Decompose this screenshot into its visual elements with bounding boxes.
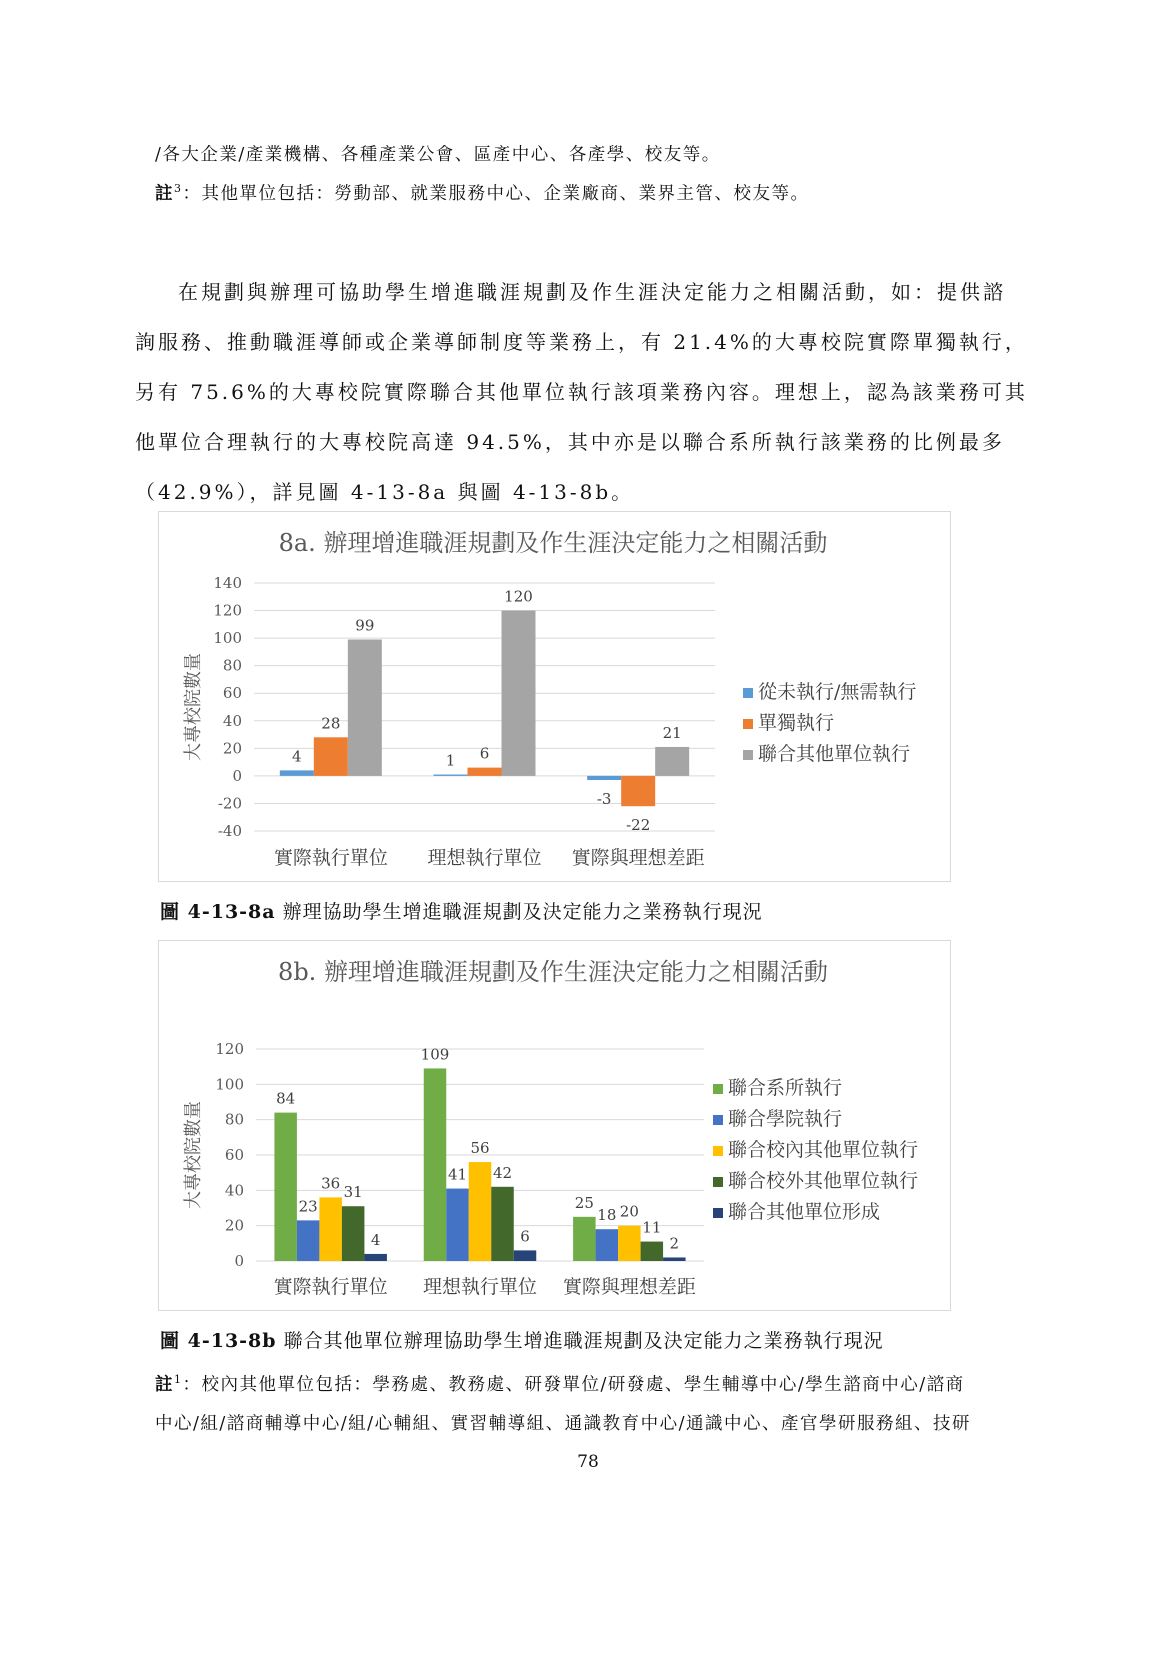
legend-swatch <box>713 1177 723 1187</box>
y-tick-label: 140 <box>213 574 242 592</box>
data-label: 28 <box>321 714 341 733</box>
bar-2-2 <box>446 1189 469 1261</box>
data-label: 4 <box>370 1230 381 1249</box>
data-label: 20 <box>619 1202 639 1221</box>
continued-note-line: /各大企業/產業機構、各種產業公會、區產中心、各產學、校友等。 <box>155 145 721 165</box>
y-tick-label: -20 <box>217 794 242 813</box>
data-label: 6 <box>520 1227 530 1246</box>
caption-8a <box>160 897 763 924</box>
y-tick-label: 20 <box>222 739 242 758</box>
bar-4-3 <box>641 1242 664 1261</box>
caption-8a-figure-number: 圖 4-13-8a <box>160 901 276 923</box>
chart-8b <box>159 941 950 1310</box>
data-label: 25 <box>574 1193 594 1212</box>
x-category-label: 理想執行單位 <box>427 847 542 869</box>
y-tick-label: 60 <box>222 684 242 703</box>
x-category-label: 實際執行單位 <box>273 847 388 869</box>
legend-label: 聯合系所執行 <box>728 1077 843 1099</box>
chart-title: 8b. 辦理增進職涯規劃及作生涯決定能力之相關活動 <box>278 958 828 986</box>
data-label: 1 <box>445 751 456 770</box>
data-label: 36 <box>321 1174 341 1193</box>
note-3-text: ：其他單位包括：勞動部、就業服務中心、企業廠商、業界主管、校友等。 <box>182 184 810 204</box>
data-label: -22 <box>626 816 651 835</box>
legend-label: 從未執行/無需執行 <box>758 681 917 703</box>
bar-3-3 <box>655 747 689 776</box>
footnote-1-line-2: 中心/組/諮商輔導中心/組/心輔組、實習輔導組、通識教育中心/通識中心、產官學研服務組、技研 <box>155 1414 971 1434</box>
x-category-label: 實際執行單位 <box>273 1276 388 1298</box>
data-label: 109 <box>420 1045 450 1064</box>
bar-1-2 <box>424 1068 447 1261</box>
body-line-3: 另有 75.6%的大專校院實際聯合其他單位執行該項業務內容。理想上，認為該業務可其 <box>135 380 1028 404</box>
bar-2-3 <box>621 776 655 806</box>
caption-8a-text: 辦理協助學生增進職涯規劃及決定能力之業務執行現況 <box>275 901 763 923</box>
data-label: 11 <box>642 1218 662 1237</box>
y-tick-label: 80 <box>222 656 242 675</box>
y-tick-label: 100 <box>215 1075 244 1094</box>
data-label: 41 <box>447 1165 468 1184</box>
chart-title: 8a. 辦理增進職涯規劃及作生涯決定能力之相關活動 <box>278 529 828 557</box>
legend-swatch <box>743 719 753 729</box>
legend-swatch <box>713 1084 723 1094</box>
data-label: 42 <box>492 1163 513 1182</box>
bar-3-3 <box>618 1226 641 1261</box>
body-line-5: （42.9%），詳見圖 4-13-8a 與圖 4-13-8b。 <box>135 480 635 504</box>
bar-3-1 <box>319 1197 342 1261</box>
y-tick-label: 120 <box>215 1040 244 1058</box>
data-label: 23 <box>298 1197 318 1216</box>
legend-label: 聯合學院執行 <box>728 1108 843 1130</box>
legend-label: 聯合其他單位執行 <box>758 743 911 765</box>
bar-4-1 <box>342 1206 365 1261</box>
bar-1-1 <box>274 1113 297 1261</box>
legend-label: 聯合校內其他單位執行 <box>728 1139 919 1161</box>
y-axis-label: 大專校院數量 <box>183 653 204 761</box>
data-label: 6 <box>479 744 490 763</box>
bar-1-3 <box>573 1217 596 1261</box>
legend-swatch <box>743 688 753 698</box>
data-label: 99 <box>355 616 375 635</box>
caption-8b-figure-number: 圖 4-13-8b <box>160 1330 277 1352</box>
chart-8b-frame <box>158 940 951 1311</box>
footnote-1-sup: 1 <box>174 1373 183 1387</box>
y-tick-label: 40 <box>224 1181 244 1200</box>
footnote-1-label: 註 <box>155 1375 174 1395</box>
y-axis-label: 大專校院數量 <box>183 1101 204 1209</box>
footnote-1-line-1: ：校內其他單位包括：學務處、教務處、研發單位/研發處、學生輔導中心/學生諮商中心/諮商 <box>182 1375 965 1395</box>
caption-8b <box>160 1326 884 1353</box>
bar-5-3 <box>663 1257 686 1261</box>
legend-swatch <box>713 1115 723 1125</box>
legend-swatch <box>713 1208 723 1218</box>
bar-3-2 <box>469 1162 492 1261</box>
y-tick-label: 60 <box>224 1146 244 1164</box>
chart-8a <box>159 512 950 881</box>
note-3 <box>155 180 810 205</box>
bar-1-2 <box>434 775 468 776</box>
bar-2-1 <box>297 1220 320 1261</box>
y-tick-label: 0 <box>234 1252 244 1270</box>
y-tick-label: 100 <box>213 629 242 648</box>
bar-2-2 <box>468 768 502 776</box>
body-line-2: 詢服務、推動職涯導師或企業導師制度等業務上，有 21.4%的大專校院實際單獨執行， <box>135 330 1028 354</box>
bar-5-1 <box>364 1254 387 1261</box>
page-number: 78 <box>577 1452 599 1472</box>
bar-2-3 <box>596 1229 619 1261</box>
y-tick-label: -40 <box>217 822 242 840</box>
y-tick-label: 0 <box>232 766 242 785</box>
bar-1-1 <box>280 770 314 776</box>
bar-5-2 <box>514 1250 537 1261</box>
legend-swatch <box>743 750 753 760</box>
bar-4-2 <box>491 1187 514 1261</box>
legend-label: 單獨執行 <box>758 712 835 734</box>
data-label: 4 <box>292 747 302 766</box>
body-line-1: 在規劃與辦理可協助學生增進職涯規劃及作生涯決定能力之相關活動，如：提供諮 <box>178 280 1006 304</box>
note-3-label: 註 <box>155 184 174 204</box>
legend-swatch <box>713 1146 723 1156</box>
data-label: 56 <box>470 1139 490 1158</box>
note-3-sup: 3 <box>174 182 183 196</box>
data-label: 120 <box>504 587 533 606</box>
data-label: 2 <box>669 1234 680 1253</box>
footnote-1 <box>155 1371 965 1396</box>
y-tick-label: 120 <box>213 601 242 620</box>
bar-1-3 <box>587 776 621 780</box>
bar-3-2 <box>502 611 536 776</box>
legend-label: 聯合其他單位形成 <box>728 1201 881 1223</box>
bar-2-1 <box>314 737 348 776</box>
y-tick-label: 80 <box>224 1110 244 1129</box>
chart-8a-frame <box>158 511 951 882</box>
bar-3-1 <box>348 639 382 775</box>
y-tick-label: 20 <box>224 1216 244 1235</box>
data-label: 18 <box>597 1206 617 1225</box>
x-category-label: 理想執行單位 <box>422 1276 538 1298</box>
legend-label: 聯合校外其他單位執行 <box>728 1170 919 1192</box>
data-label: 84 <box>276 1089 296 1108</box>
caption-8b-text: 聯合其他單位辦理協助學生增進職涯規劃及決定能力之業務執行現況 <box>276 1330 884 1352</box>
data-label: 21 <box>662 723 682 742</box>
data-label: -3 <box>596 790 612 809</box>
x-category-label: 實際與理想差距 <box>562 1276 696 1298</box>
body-line-4: 他單位合理執行的大專校院高達 94.5%，其中亦是以聯合系所執行該業務的比例最多 <box>135 430 1005 454</box>
y-tick-label: 40 <box>222 711 242 730</box>
x-category-label: 實際與理想差距 <box>571 847 705 869</box>
data-label: 31 <box>343 1183 363 1202</box>
